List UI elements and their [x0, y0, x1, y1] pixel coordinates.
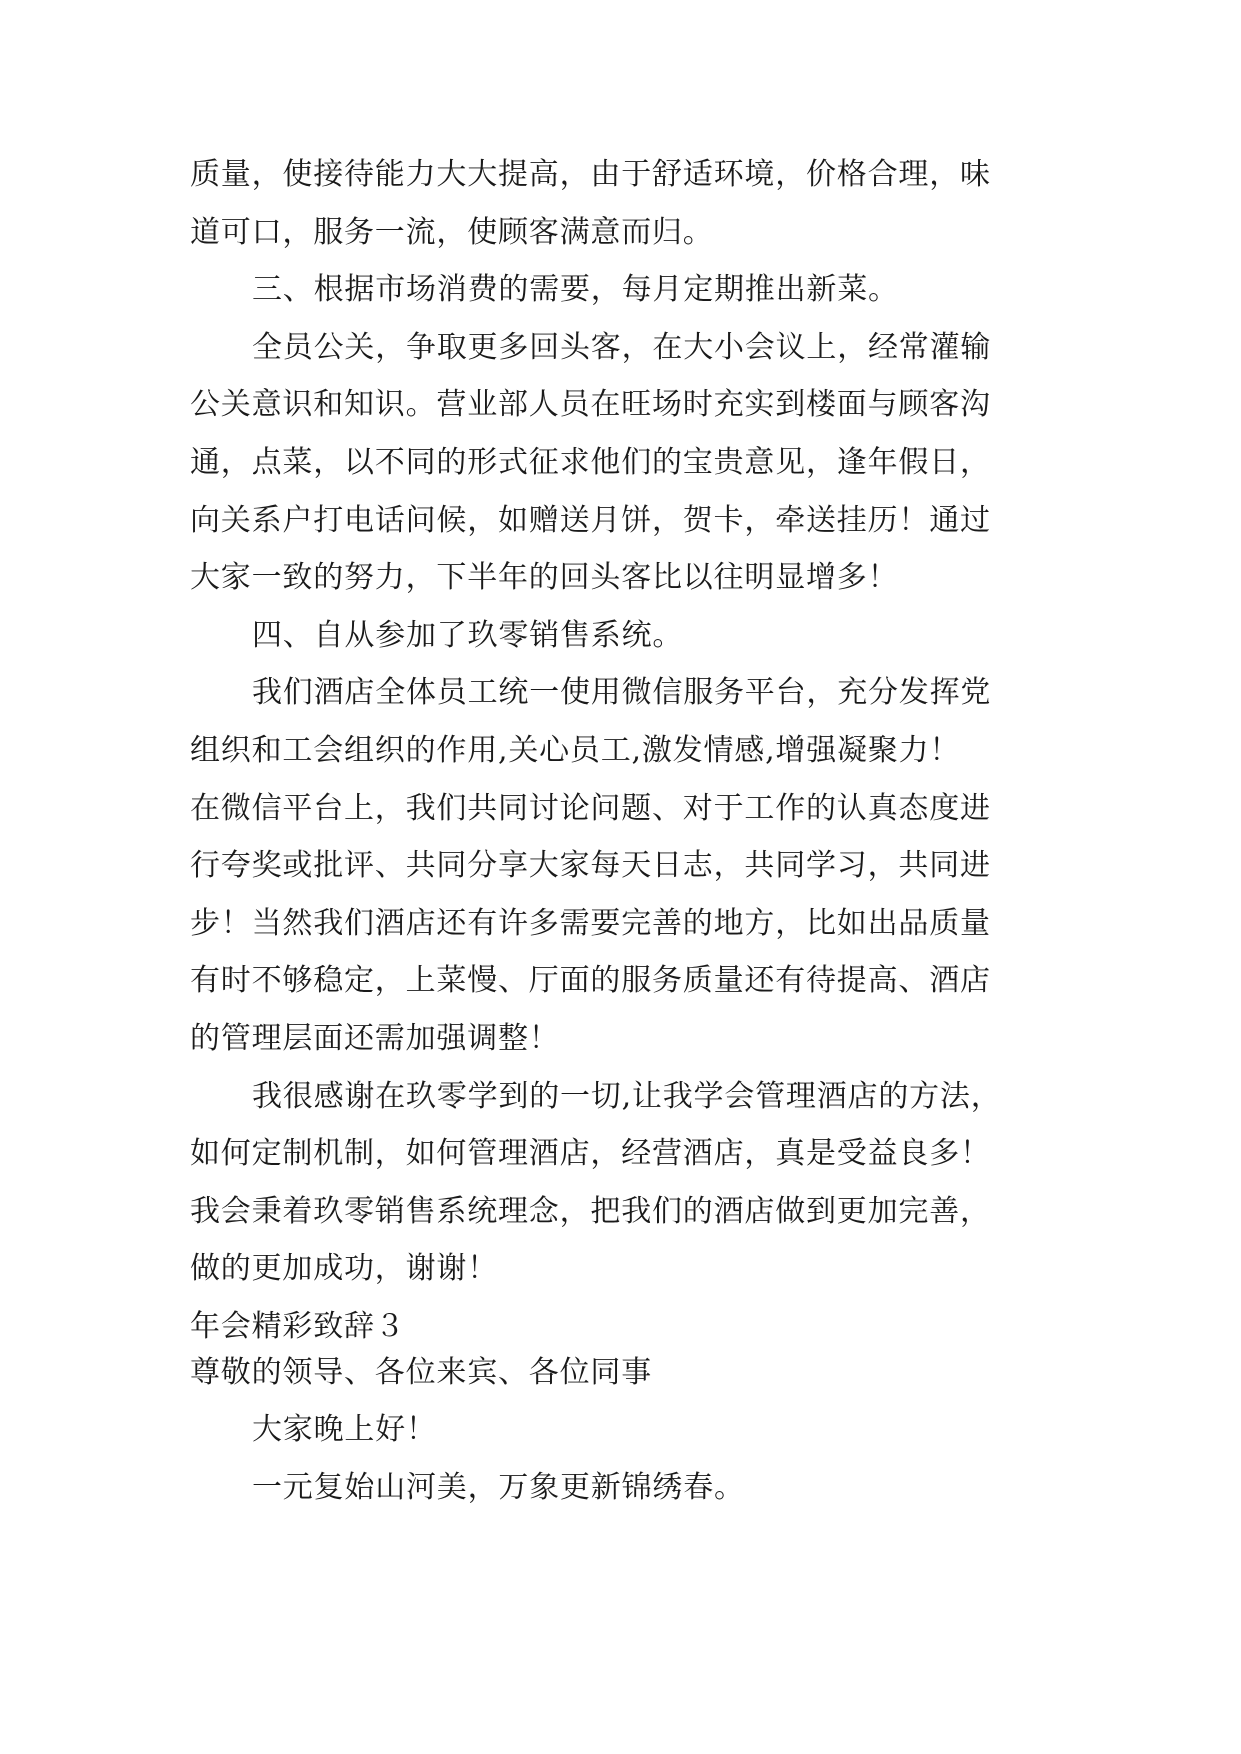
paragraph-line: 行夸奖或批评、共同分享大家每天日志，共同学习，共同进	[190, 848, 991, 884]
paragraph-line: 公关意识和知识。营业部人员在旺场时充实到楼面与顾客沟	[190, 387, 991, 423]
paragraph-line: 通，点菜，以不同的形式征求他们的宝贵意见，逢年假日，	[190, 444, 991, 480]
paragraph-line: 全员公关，争取更多回头客，在大小会议上，经常灌输	[252, 329, 992, 365]
section-heading: 三、根据市场消费的需要，每月定期推出新菜。	[252, 272, 899, 308]
paragraph-line: 的管理层面还需加强调整！	[190, 1020, 560, 1056]
paragraph-line: 我很感谢在玖零学到的一切,让我学会管理酒店的方法，	[252, 1078, 1002, 1114]
paragraph-line: 组织和工会组织的作用,关心员工,激发情感,增强凝聚力！	[190, 732, 961, 768]
paragraph-line: 如何定制机制，如何管理酒店，经营酒店，真是受益良多！	[190, 1136, 991, 1172]
paragraph-line: 大家一致的努力，下半年的回头客比以往明显增多！	[190, 560, 899, 596]
paragraph-line: 在微信平台上，我们共同讨论问题、对于工作的认真态度进	[190, 790, 991, 826]
paragraph-line: 有时不够稳定，上菜慢、厅面的服务质量还有待提高、酒店	[190, 963, 991, 999]
paragraph-line: 质量，使接待能力大大提高，由于舒适环境，价格合理，味	[190, 157, 991, 192]
paragraph-line: 一元复始山河美，万象更新锦绣春。	[252, 1470, 745, 1506]
paragraph-line: 我会秉着玖零销售系统理念，把我们的酒店做到更加完善，	[190, 1193, 991, 1229]
paragraph-line: 我们酒店全体员工统一使用微信服务平台，充分发挥党	[252, 675, 992, 711]
article-title: 年会精彩致辞３	[190, 1308, 406, 1344]
greeting: 大家晚上好！	[252, 1412, 437, 1448]
paragraph-line: 道可口，服务一流，使顾客满意而归。	[190, 214, 714, 250]
paragraph-line: 步！当然我们酒店还有许多需要完善的地方，比如出品质量	[190, 905, 991, 941]
section-heading: 四、自从参加了玖零销售系统。	[252, 617, 684, 653]
salutation: 尊敬的领导、各位来宾、各位同事	[190, 1354, 652, 1390]
paragraph-line: 向关系户打电话问候，如赠送月饼，贺卡，牵送挂历！通过	[190, 502, 991, 538]
paragraph-line: 做的更加成功，谢谢！	[190, 1251, 498, 1287]
document-body	[190, 155, 1070, 1526]
